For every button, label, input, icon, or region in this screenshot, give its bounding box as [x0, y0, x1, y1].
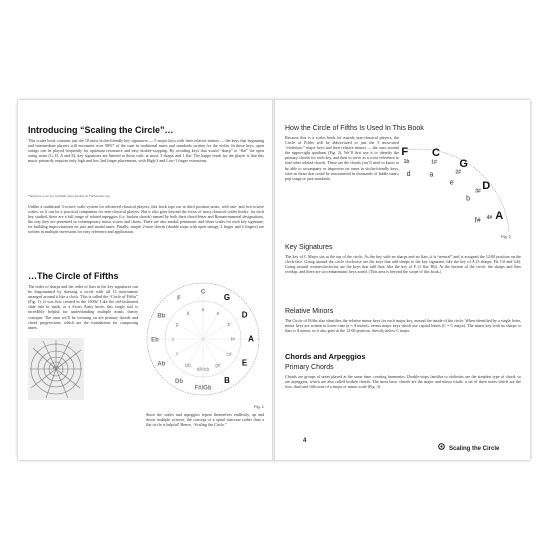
fig1-major-key: D [241, 310, 248, 320]
fig1-major-key: Db [175, 379, 183, 386]
relative-minors-paragraph: The Circle of Fifths also identifies the relative minor keys for each major key, around the inside of the circle. When identified by a single letter, minor keys are written in lower-case (a = A minor), versus major keys which use capital letters (C = C major). The minor key with no sharps or flats is A minor, so it also goes at the 12:00 position, directly below C major. [285, 318, 521, 334]
fig1-major-key: F#/Gb [194, 385, 212, 392]
fig2-minor-key: a [429, 171, 434, 179]
how-used-heading: How the Circle of Fifths Is Used In This Book [285, 125, 424, 132]
left-page [18, 100, 273, 460]
key-signatures-paragraph: The key of C Major sits at the top of the circle. As the key with no sharps and no flats, it is “neutral” and is assigned the 12:00 position on the clock-face. Going around the circle clockwise are the keys that add sharps to the key signature, like the key of A (3 sharps: F#, C# and G#). Going around counterclockwise are the keys that add flats, like the key of F (1 flat: Bb). At the bottom of the circle, the sharps and flats overlap, and there are two enharmonic keys noted. (This area is beyond the scope of this book.) [285, 254, 521, 275]
fig1-minor-key: f# [230, 337, 236, 343]
fig1-minor-key: g# [215, 363, 221, 369]
fig1-minor-key: d [186, 311, 190, 317]
running-title-block [438, 437, 499, 455]
fig1-major-key: Eb [151, 337, 159, 344]
fig2-major-key: F [401, 146, 409, 159]
fig1-minor-key: g [175, 322, 179, 328]
fig1-minor-key: a [201, 307, 205, 313]
circle-of-fifths-closing: Since the scales and arpeggios repeat themselves endlessly, up and down multiple octaves, the concept of a spiral staircase rather than a flat circle is helpful! Hence, “Scaling the Circle.” [146, 412, 264, 428]
footnote: *based on a survey of fiddle tunes posted on TheSession.org [28, 194, 110, 198]
fig1-major-key: G [223, 292, 231, 302]
fig1-major-key: B [224, 376, 230, 386]
fig2-sharp-count: 1b [403, 159, 410, 166]
chords-arpeggios-heading: Chords and Arpeggios [285, 352, 366, 361]
spiral-staircase-image [28, 338, 84, 400]
fig2-minor-key: e [449, 179, 454, 187]
how-used-paragraph: Because this is a scales book for mainly non-classical players, the Circle of Fifths will be abbreviated to just the 5 most-used “violinistic” major keys and their relative minors — the ones around the upper-right quadrant (Fig. 2). We’ll first use it to identify the primary chords for each key, and then to serve as a cross-reference to find other related chords. These are the chords you’ll need to know to be able to accompany or improvise on tunes in violin-friendly keys, such as those that could be encountered in thousands of fiddle tunes, pop songs or jazz standards. [285, 135, 399, 181]
fig1-caption: Fig. 1 [254, 404, 265, 409]
running-title: Scaling the Circle [449, 446, 500, 452]
page-title: Introducing “Scaling the Circle”… [28, 125, 174, 135]
fig1-major-key: C [200, 289, 206, 296]
circle-of-fifths-paragraph: The order of sharps and the order of flats in the key signatures can be diagrammed by drawing a circle with all 12 note-names arranged around it like a clock. This is called the “Circle of Fifths” (Fig. 1). It was first created in the 1600s! Like the old-fashioned slide rule in math, or a Swiss Army knife, this single tool is incredibly helpful for understanding multiple music theory concepts. The ones we’ll be focusing on are primary chords and chord progressions, which are the foundations for composing tunes. [28, 284, 138, 330]
page-number: 4 [303, 438, 307, 444]
fig2-major-key: D [482, 180, 491, 192]
fig1-minor-key: bb [185, 363, 191, 369]
fig1-major-key: Ab [157, 361, 166, 368]
primary-chords-paragraph: Chords are groups of notes played at the same time, creating harmonies. Double-stops familiar to violinists are the simplest type of chord; so are arpeggios, which are also called broken chords. The most basic chords are the major and minor triads: a set of three notes which are the first, third and fifth note of a major or minor scale (Fig. 3). [285, 374, 521, 390]
circle-of-fifths-title: …The Circle of Fifths [28, 271, 119, 281]
circle-of-fifths-diagram [140, 276, 266, 402]
book-spread [18, 100, 530, 460]
fig1-major-key: F [177, 295, 181, 302]
fig2-major-key: C [432, 146, 440, 159]
right-page [275, 100, 530, 460]
fig1-major-key: E [241, 358, 248, 368]
fig1-minor-key: f [176, 352, 178, 358]
circle-logo-icon [438, 443, 445, 450]
key-signatures-heading: Key Signatures [285, 244, 333, 251]
fig2-sharp-count: 4# [486, 215, 493, 221]
intro-paragraph: This scales book contains just the 10 most violin-friendly key signatures — 5 major keys with their relative minors — the keys that beginning and intermediate players will encounter over 98%* of the tune in traditional tunes and standards written for the violin. In these keys, open strings can be played frequently for optimum resonance and easy double-stopping. By avoiding keys that would “sharp” or “flat” the open string notes (G, D, A and E), key signatures are limited to those with, at most, 5 sharps and 1 flat. The happy result for the player is that this music primarily requires only high and low 2nd finger placements, with High-3 and Low-1 finger extensions. [28, 138, 264, 164]
fig1-major-key: A [248, 334, 254, 344]
relative-minors-heading: Relative Minors [285, 308, 334, 315]
fig2-major-key: A [495, 210, 504, 222]
fig1-minor-key: b [227, 322, 231, 328]
fifths-quadrant-diagram [399, 134, 523, 234]
fig1-minor-key: e [216, 311, 220, 317]
second-paragraph: Unlike a traditional 3-octave scale system for advanced classical players, this book tops out at third position notes, with one- and two-octave scales, so it can be a practical companion for non-classical players. But it also goes beyond the focus of most classical scales books: for each key studied, there are a full range of related arpeggios (i.e. broken chords) named by both their chord-letter and Roman-numeral designations, the way they are presented in contemporary music scores and charts. There are also modal, pentatonic and blues scales for each key signature, for building improvisations on jazz and modal tunes. Finally, simple 2-note chords (double stops with open strings, 1 finger and 2 fingers) are written in multiple inversions for easy reference and application. [28, 204, 264, 235]
fig2-minor-key: f# [474, 217, 481, 225]
fig2-minor-key: d [406, 170, 411, 178]
fig1-minor-key: c# [226, 352, 232, 358]
fig1-major-key: Bb [157, 313, 166, 320]
fig1-minor-key: c [171, 337, 175, 343]
fig1-minor-key: d#/eb [196, 367, 210, 373]
fig2-sharp-count: 3# [475, 188, 481, 195]
fig2-minor-key: b [466, 195, 471, 203]
fig2-major-key: G [459, 158, 468, 171]
primary-chords-heading: Primary Chords [285, 364, 334, 371]
fig2-caption: Fig. 2 [501, 234, 512, 239]
fig2-sharp-count: 2# [455, 169, 461, 176]
fig2-sharp-count: 1# [431, 159, 437, 166]
